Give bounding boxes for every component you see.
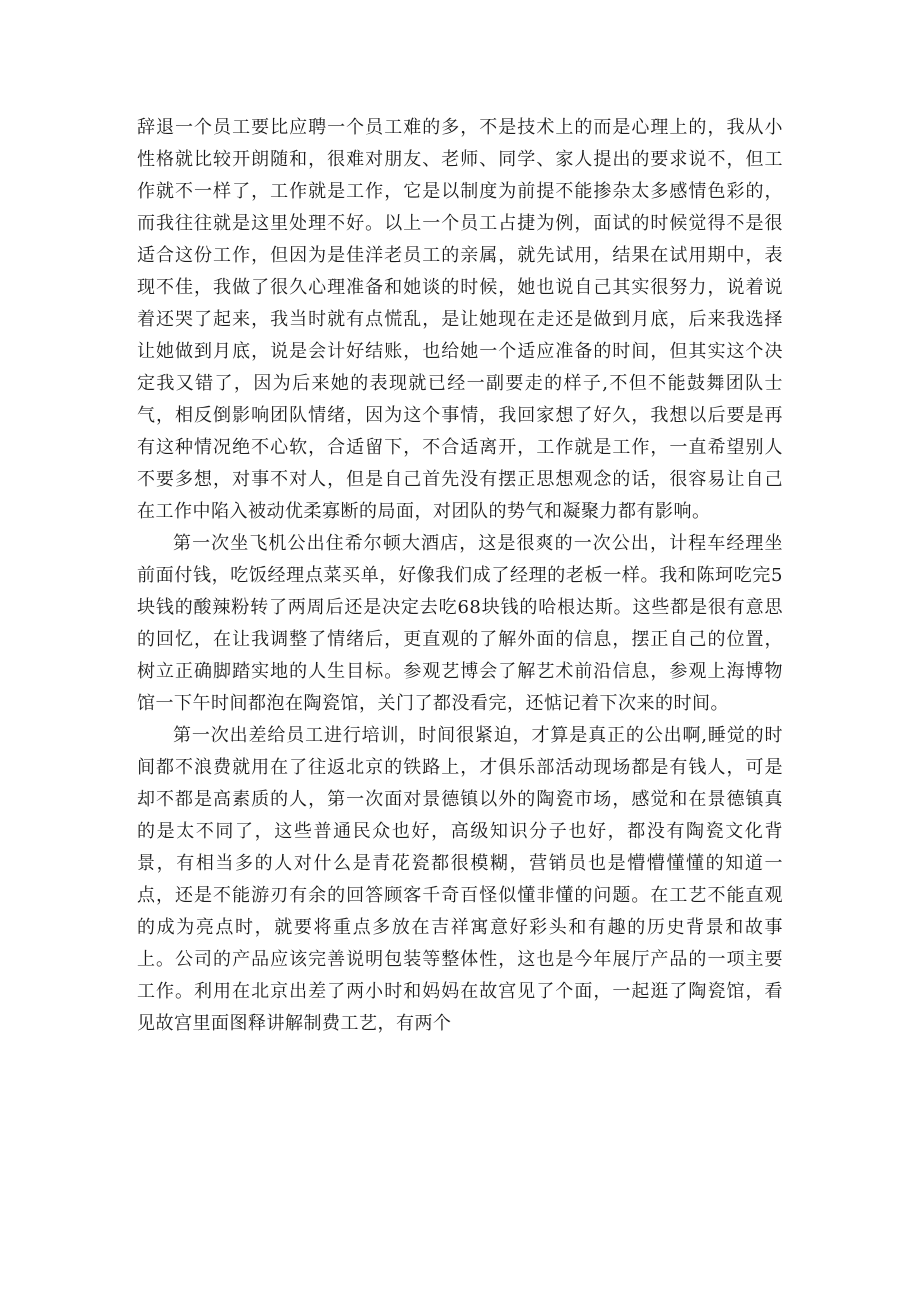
paragraph-2: 第一次坐飞机公出住希尔顿大酒店，这是很爽的一次公出，计程车经理坐前面付钱，吃饭经理点菜买单，好像我们成了经理的老板一样。我和陈珂吃完5块钱的酸辣粉转了两周后还是决定去吃68块钱的哈根达斯。这些都是很有意思的回忆，在让我调整了情绪后，更直观的了解外面的信息，摆正自己的位置，树立正确脚踏实地的人生目标。参观艺博会了解艺术前沿信息，参观上海博物馆一下午时间都泡在陶瓷馆，关门了都没看完，还惦记着下次来的时间。 — [137, 533, 783, 714]
document-body — [137, 112, 783, 1040]
paragraph-1: 辞退一个员工要比应聘一个员工难的多，不是技术上的而是心理上的，我从小性格就比较开朗随和，很难对朋友、老师、同学、家人提出的要求说不，但工作就不一样了，工作就是工作，它是以制度为前提不能掺杂太多感情色彩的，而我往往就是这里处理不好。以上一个员工占捷为例，面试的时候觉得不是很适合这份工作，但因为是佳洋老员工的亲属，就先试用，结果在试用期中，表现不佳，我做了很久心理准备和她谈的时候，她也说自己其实很努力，说着说着还哭了起来，我当时就有点慌乱，是让她现在走还是做到月底，后来我选择让她做到月底，说是会计好结账，也给她一个适应准备的时间，但其实这个决定我又错了，因为后来她的表现就已经一副要走的样子,不但不能鼓舞团队士气，相反倒影响团队情绪，因为这个事情，我回家想了好久，我想以后要是再有这种情况绝不心软，合适留下，不合适离开，工作就是工作，一直希望别人不要多想，对事不对人，但是自己首先没有摆正思想观念的话，很容易让自己在工作中陷入被动优柔寡断的局面，对团队的势气和凝聚力都有影响。 — [137, 117, 783, 522]
paragraph-3: 第一次出差给员工进行培训，时间很紧迫，才算是真正的公出啊,睡觉的时间都不浪费就用在了往返北京的铁路上，才俱乐部活动现场都是有钱人，可是却不都是高素质的人，第一次面对景德镇以外的陶瓷市场，感觉和在景德镇真的是太不同了，这些普通民众也好，高级知识分子也好，都没有陶瓷文化背景，有相当多的人对什么是青花瓷都很模糊，营销员也是懵懵懂懂的知道一点，还是不能游刃有余的回答顾客千奇百怪似懂非懂的问题。在工艺不能直观的成为亮点时，就要将重点多放在吉祥寓意好彩头和有趣的历史背景和故事上。公司的产品应该完善说明包装等整体性，这也是今年展厅产品的一项主要工作。利用在北京出差了两小时和妈妈在故宫见了个面，一起逛了陶瓷馆，看见故宫里面图释讲解制费工艺，有两个 — [137, 725, 783, 1034]
